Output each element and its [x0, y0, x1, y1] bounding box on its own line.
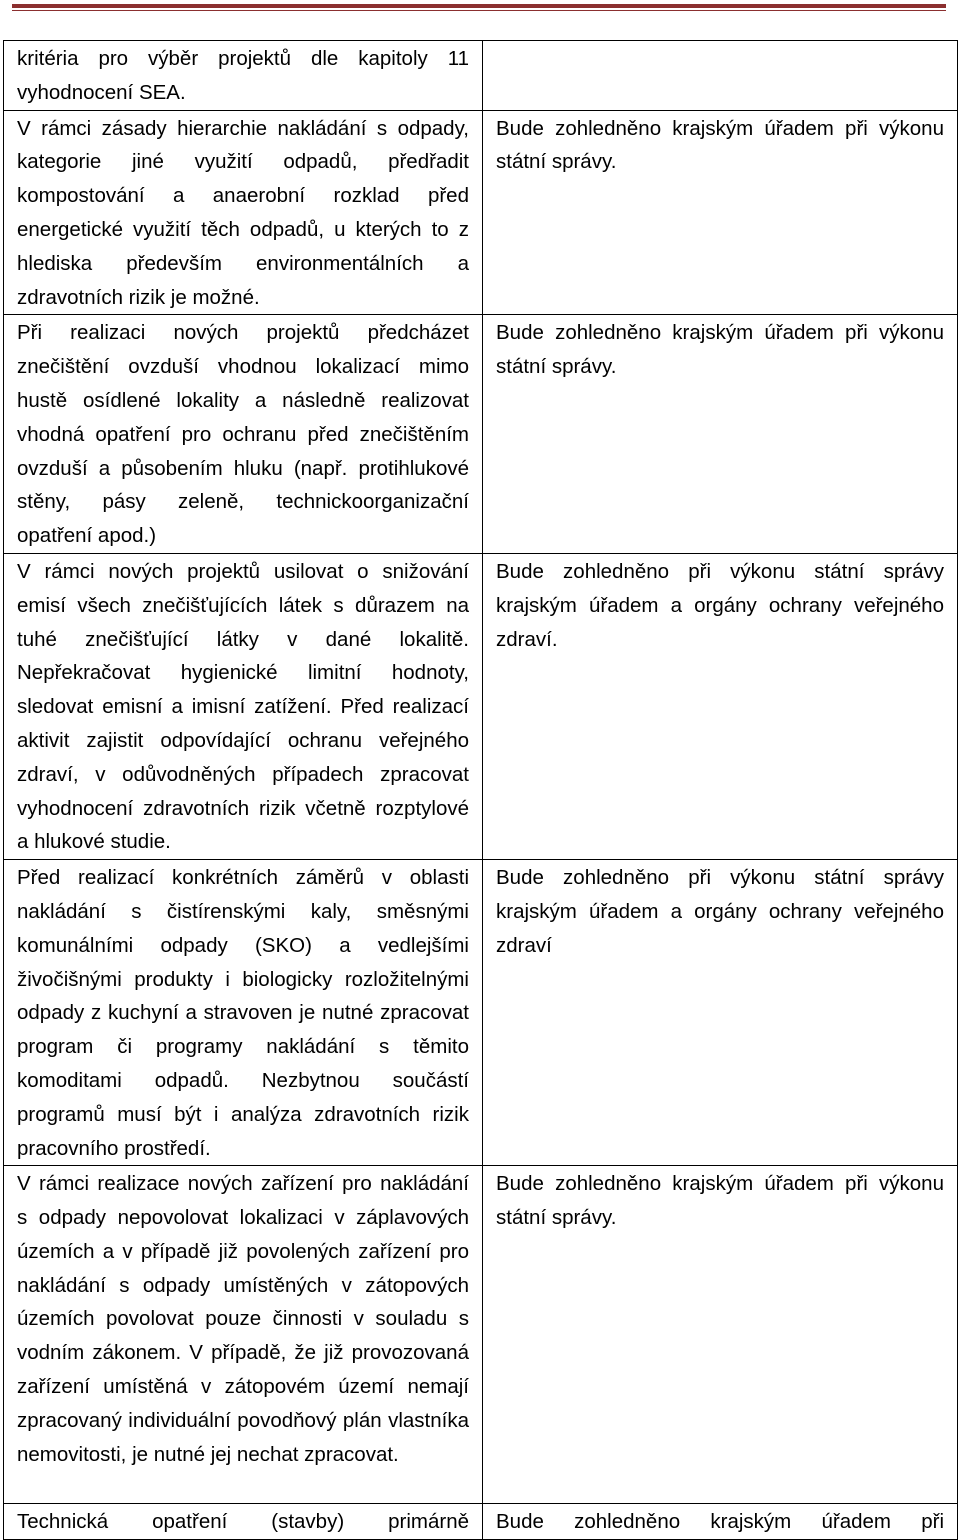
table-row: [4, 1166, 958, 1504]
table-row: [4, 41, 958, 111]
requirement-cell: V rámci zásady hierarchie nakládání s odpady, kategorie jiné využití odpadů, předřadit kompostování a anaerobní rozklad před energetické využití těch odpadů, u kterých to z hlediska především environmentálních a zdravotních rizik je možné.: [4, 110, 483, 315]
response-cell: Bude zohledněno při výkonu státní správy krajským úřadem a orgány ochrany veřejného zdraví.: [483, 553, 958, 859]
response-cell: Bude zohledněno krajským úřadem při výkonu státní správy.: [483, 1166, 958, 1504]
requirement-cell: V rámci nových projektů usilovat o snižování emisí všech znečišťujících látek s důrazem na tuhé znečišťující látky v dané lokalitě. Nepřekračovat hygienické limitní hodnoty, sledovat emisní a imisní zatížení. Před realizací aktivit zajistit odpovídající ochranu veřejného zdraví, v odůvodněných případech zpracovat vyhodnocení zdravotních rizik včetně rozptylové a hlukové studie.: [4, 553, 483, 859]
requirement-cell: kritéria pro výběr projektů dle kapitoly 11 vyhodnocení SEA.: [4, 41, 483, 111]
table-row: [4, 315, 958, 554]
response-cell: Bude zohledněno krajským úřadem při výkonu státní správy.: [483, 110, 958, 315]
header-rule: [12, 4, 946, 8]
table-row: [4, 553, 958, 859]
requirement-cell: Před realizací konkrétních záměrů v oblasti nakládání s čistírenskými kaly, směsnými komunálními odpady (SKO) a vedlejšími živočišnými produkty i biologicky rozložitelnými odpady z kuchyní a stravoven je nutné zpracovat program či programy nakládání s těmito komoditami odpadů. Nezbytnou součástí programů musí být i analýza zdravotních rizik pracovního prostředí.: [4, 860, 483, 1166]
response-cell: Bude zohledněno krajským úřadem při výkonu státní správy.: [483, 315, 958, 554]
response-cell: Bude zohledněno krajským úřadem při: [483, 1504, 958, 1540]
table-row: [4, 860, 958, 1166]
response-cell: Bude zohledněno při výkonu státní správy krajským úřadem a orgány ochrany veřejného zdraví: [483, 860, 958, 1166]
requirement-cell: V rámci realizace nových zařízení pro nakládání s odpady nepovolovat lokalizaci v záplavových územích a v případě již povolených zařízení pro nakládání s odpady umístěných v zátopových územích povolovat pouze činnosti v souladu s vodním zákonem. V případě, že již provozovaná zařízení umístěná v zátopovém území nemají zpracovaný individuální povodňový plán vlastníka nemovitosti, je nutné jej nechat zpracovat.: [4, 1166, 483, 1504]
table-row: [4, 1504, 958, 1540]
response-cell: [483, 41, 958, 111]
requirement-cell: Při realizaci nových projektů předcházet znečištění ovzduší vhodnou lokalizací mimo hustě osídlené lokality a následně realizovat vhodná opatření pro ochranu před znečištěním ovzduší a působením hluku (např. protihlukové stěny, pásy zeleně, technickoorganizační opatření apod.): [4, 315, 483, 554]
table-row: [4, 110, 958, 315]
requirements-table: [3, 40, 958, 1540]
header-rule-thin: [12, 10, 946, 11]
requirement-cell: Technická opatření (stavby) primárně: [4, 1504, 483, 1540]
